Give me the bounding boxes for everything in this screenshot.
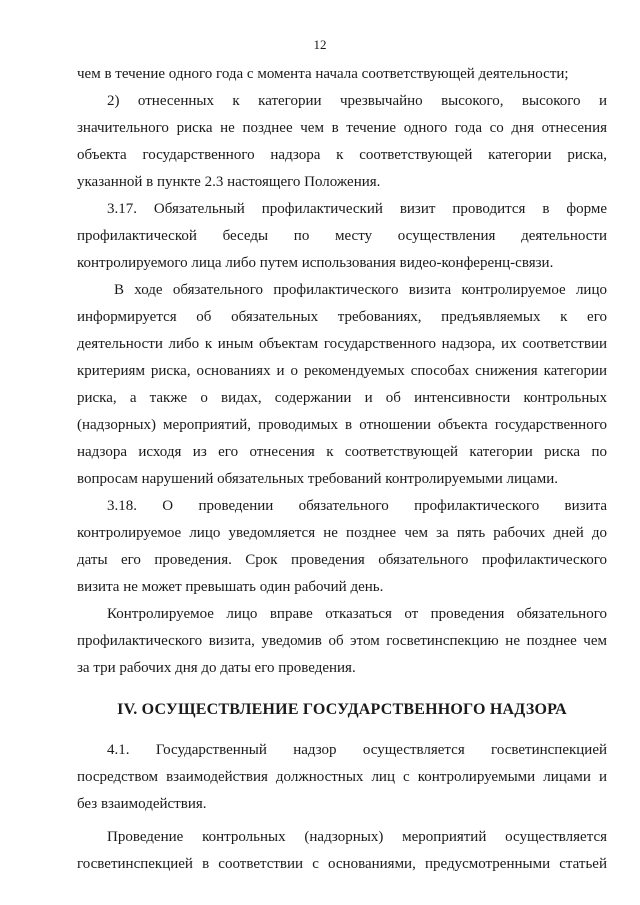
text-line: значительного риска не позднее чем в течение одного года со дня отнесения xyxy=(77,120,607,136)
text-line: Контролируемое лицо вправе отказаться от проведения обязательного xyxy=(107,606,607,622)
text-line: контролируемое лицо уведомляется не позднее чем за пять рабочих дней до xyxy=(77,525,607,541)
text-line: Проведение контрольных (надзорных) мероприятий осуществляется xyxy=(107,829,607,845)
text-line: профилактического визита, уведомив об этом госветинспекцию не позднее чем xyxy=(77,633,607,649)
text-line: чем в течение одного года с момента начала соответствующей деятельности; xyxy=(77,66,569,82)
spacer xyxy=(77,723,607,737)
text-line: объекта государственного надзора к соответствующей категории риска, xyxy=(77,147,607,163)
text-line: надзора исходя из его отнесения к соответствующей категории риска по xyxy=(77,444,607,460)
text-line: даты его проведения. Срок проведения обязательного профилактического xyxy=(77,552,607,568)
text-line: (надзорных) мероприятий, проводимых в отношении объекта государственного xyxy=(77,417,607,433)
text-line: деятельности либо к иным объектам государственного надзора, их соответствии xyxy=(77,336,607,352)
text-line: за три рабочих дня до даты его проведения. xyxy=(77,660,356,676)
text-line: без взаимодействия. xyxy=(77,796,207,812)
text-line: контролируемого лица либо путем использования видео-конференц-связи. xyxy=(77,255,554,271)
text-line: 4.1. Государственный надзор осуществляется госветинспекцией xyxy=(107,742,607,758)
text-line: 3.17. Обязательный профилактический визит проводится в форме xyxy=(107,201,607,217)
text-line: риска, а также о видах, содержании и об интенсивности контрольных xyxy=(77,390,607,406)
page-number: 12 xyxy=(313,37,327,52)
spacer xyxy=(77,682,607,696)
text-line: госветинспекцией в соответствии с основаниями, предусмотренными статьей xyxy=(77,856,607,872)
text-line: указанной в пункте 2.3 настоящего Положения. xyxy=(77,174,381,190)
text-line: 2) отнесенных к категории чрезвычайно высокого, высокого и xyxy=(107,93,607,109)
section-heading: IV. ОСУЩЕСТВЛЕНИЕ ГОСУДАРСТВЕННОГО НАДЗОРА xyxy=(117,701,567,718)
text-line: информируется об обязательных требованиях, предъявляемых к его xyxy=(77,309,607,325)
text-line: критериям риска, основаниях и о рекомендуемых способах снижения категории xyxy=(77,363,607,379)
document-body xyxy=(77,61,607,878)
text-line: профилактической беседы по месту осуществления деятельности xyxy=(77,228,607,244)
text-line: визита не может превышать один рабочий день. xyxy=(77,579,384,595)
text-line: В ходе обязательного профилактического визита контролируемое лицо xyxy=(114,282,607,298)
text-line: 3.18. О проведении обязательного профилактического визита xyxy=(107,498,607,514)
text-line: посредством взаимодействия должностных лиц с контролируемыми лицами и xyxy=(77,769,607,785)
text-line: вопросам нарушений обязательных требований контролируемыми лицами. xyxy=(77,471,558,487)
